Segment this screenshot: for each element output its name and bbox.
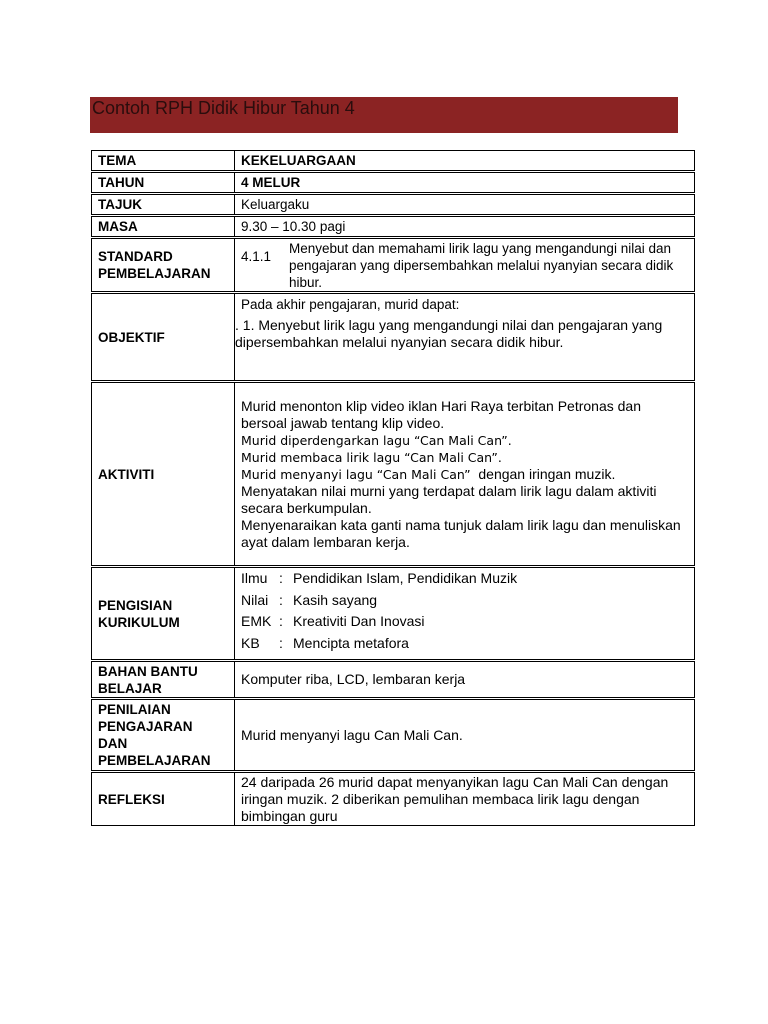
row-refleksi (91, 772, 695, 826)
objektif-item: . 1. Menyebut lirik lagu yang mengandungi nilai dan pengajaran yang dipersembahkan melalui nyanyian secara didik hibur. (235, 317, 663, 350)
aktiviti-line-4b: dengan iringan muzik. (470, 465, 616, 482)
label-aktiviti: AKTIVITI (91, 382, 235, 566)
label-tajuk: TAJUK (91, 194, 235, 215)
label-tema: TEMA (91, 150, 235, 171)
pengisian-item (241, 568, 690, 590)
label-penilaian-line-2: PENGAJARAN (98, 719, 193, 734)
label-masa: MASA (91, 216, 235, 237)
label-bahan (91, 661, 235, 698)
pengisian-value: Kreativiti Dan Inovasi (293, 613, 425, 629)
row-tahun (91, 172, 695, 193)
pengisian-value: Pendidikan Islam, Pendidikan Muzik (293, 570, 518, 586)
pengisian-value: Kasih sayang (293, 591, 378, 608)
label-bahan-line-2: BELAJAR (98, 680, 162, 696)
value-aktiviti (235, 382, 695, 566)
value-refleksi: 24 daripada 26 murid dapat menyanyikan lagu Can Mali Can dengan iringan muzik. 2 diberikan pemulihan membaca lirik lagu dengan bimbingan guru (235, 772, 695, 826)
aktiviti-line-6: Menyenaraikan kata ganti nama tunjuk dalam lirik lagu dan menuliskan ayat dalam lembaran kerja. (241, 516, 681, 550)
label-penilaian-line-3: DAN (98, 736, 128, 751)
objektif-intro: Pada akhir pengajaran, murid dapat: (241, 297, 460, 312)
aktiviti-line-4 (241, 466, 690, 483)
label-bahan-line-1: BAHAN BANTU (98, 663, 198, 679)
pengisian-separator: : (279, 613, 283, 629)
standard-text: Menyebut dan memahami lirik lagu yang mengandungi nilai dan pengajaran yang dipersembahkan melalui nyanyian secara didik hibur. (289, 240, 674, 290)
row-penilaian (91, 699, 695, 771)
row-bahan (91, 661, 695, 698)
value-penilaian: Murid menyanyi lagu Can Mali Can. (235, 699, 695, 771)
pengisian-separator: : (279, 570, 283, 586)
aktiviti-line-1: Murid menonton klip video iklan Hari Raya terbitan Petronas dan bersoal jawab tentang klip video. (241, 397, 641, 431)
label-pengisian-line-1: PENGISIAN (98, 597, 173, 613)
value-tahun: 4 MELUR (235, 172, 695, 193)
pengisian-key: KB (241, 634, 260, 651)
aktiviti-line-5: Menyatakan nilai murni yang terdapat dalam lirik lagu dalam aktiviti secara berkumpulan. (241, 482, 657, 516)
document-title-bar (90, 97, 678, 133)
aktiviti-line-3: Murid membaca lirik lagu “Can Mali Can”. (241, 449, 502, 465)
label-penilaian (91, 699, 235, 771)
label-tahun: TAHUN (91, 172, 235, 193)
pengisian-key: Ilmu (241, 570, 268, 586)
label-objektif: OBJEKTIF (91, 293, 235, 381)
row-standard (91, 238, 695, 292)
value-tema: KEKELUARGAAN (235, 150, 695, 171)
pengisian-separator: : (279, 634, 283, 651)
row-pengisian (91, 567, 695, 660)
label-standard-line-2: PEMBELAJARAN (98, 266, 211, 281)
value-pengisian (235, 567, 695, 660)
value-tajuk: Keluargaku (235, 194, 695, 215)
value-standard (235, 238, 695, 292)
label-penilaian-line-4: PEMBELAJARAN (98, 753, 211, 768)
pengisian-key: EMK (241, 613, 272, 629)
document-title: Contoh RPH Didik Hibur Tahun 4 (92, 98, 355, 118)
pengisian-separator: : (279, 591, 283, 608)
label-penilaian-line-1: PENILAIAN (98, 702, 171, 717)
label-pengisian (91, 567, 235, 660)
row-masa (91, 216, 695, 237)
aktiviti-line-4a: Murid menyanyi lagu “Can Mali Can” (241, 466, 471, 482)
value-masa: 9.30 – 10.30 pagi (235, 216, 695, 237)
pengisian-item (241, 611, 690, 633)
label-standard-line-1: STANDARD (98, 249, 173, 264)
row-objektif (91, 293, 695, 381)
value-bahan: Komputer riba, LCD, lembaran kerja (235, 661, 695, 698)
aktiviti-line-2: Murid diperdengarkan lagu “Can Mali Can”. (241, 432, 512, 448)
label-refleksi: REFLEKSI (91, 772, 235, 826)
row-tema (91, 150, 695, 171)
rph-table (91, 149, 695, 827)
pengisian-item (241, 590, 690, 612)
label-pengisian-line-2: KURIKULUM (98, 614, 180, 630)
row-aktiviti (91, 382, 695, 566)
label-standard (91, 238, 235, 292)
row-tajuk (91, 194, 695, 215)
standard-code: 4.1.1 (241, 248, 272, 264)
pengisian-key: Nilai (241, 591, 269, 608)
pengisian-value: Mencipta metafora (293, 634, 409, 651)
pengisian-item (241, 633, 690, 655)
value-objektif (235, 293, 695, 381)
